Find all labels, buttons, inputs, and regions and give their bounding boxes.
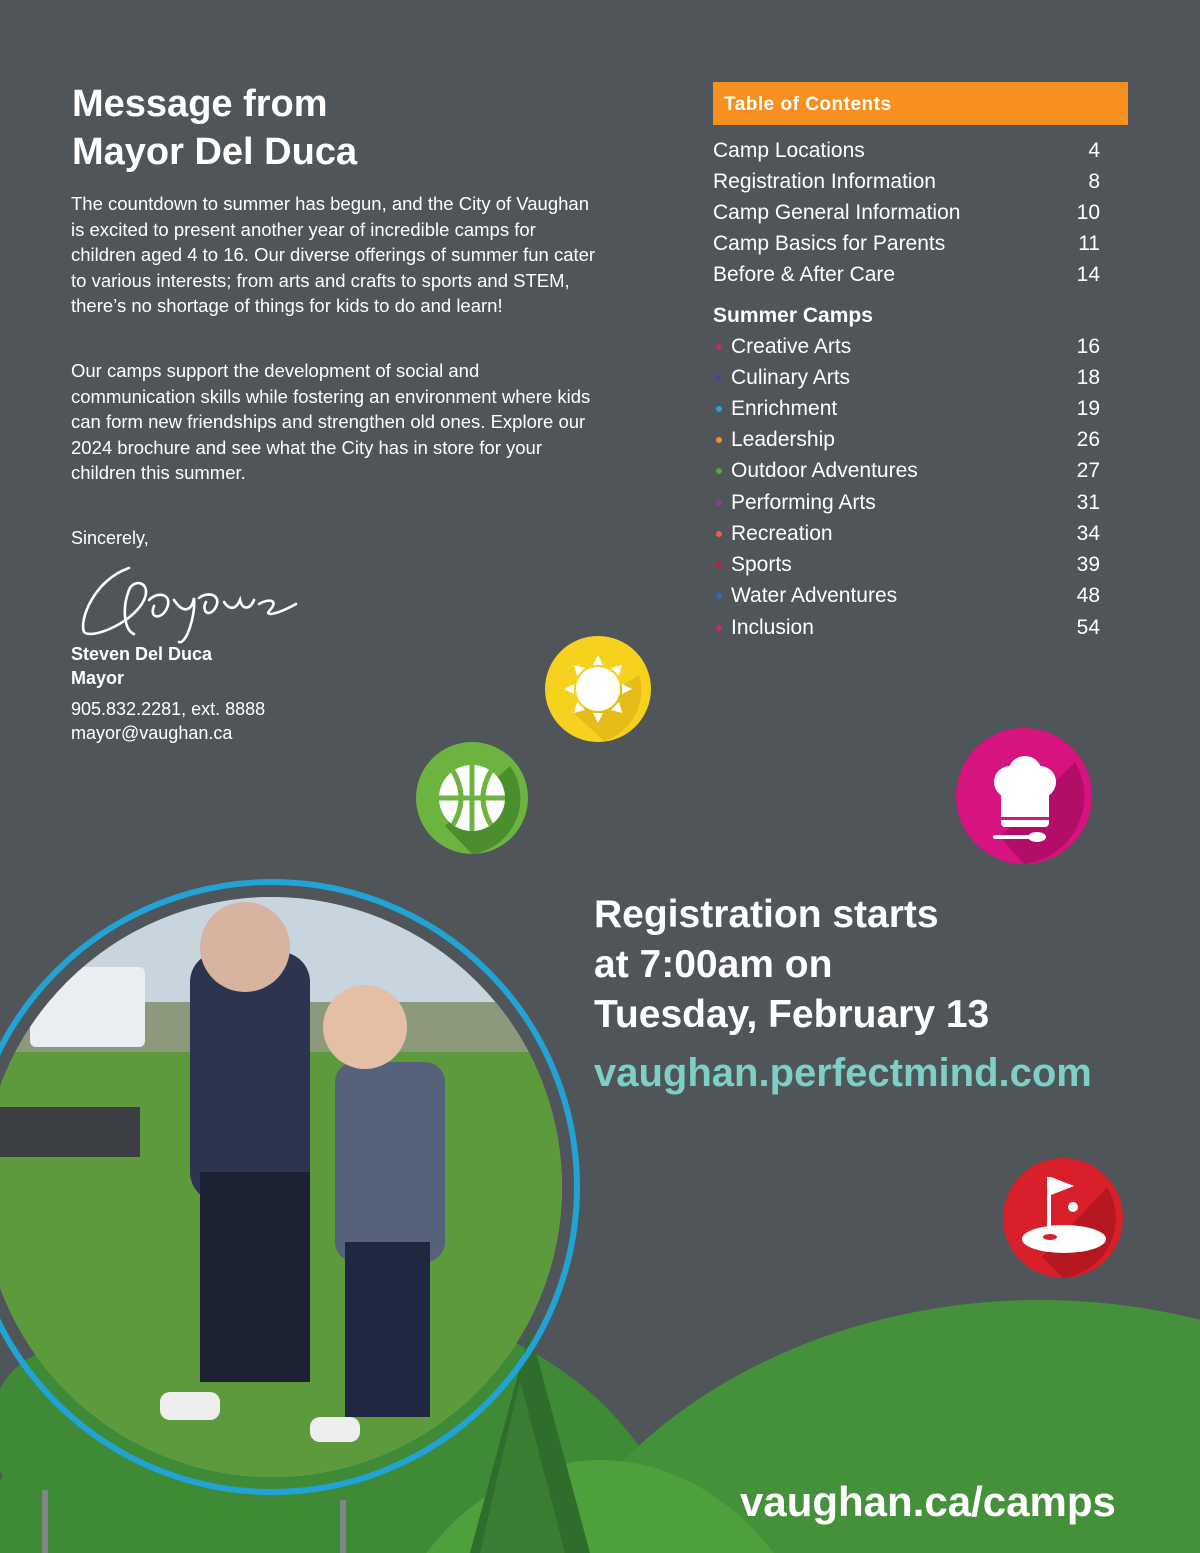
toc-camp-label: Outdoor Adventures xyxy=(731,459,918,482)
photo-mayor-with-child xyxy=(0,872,590,1508)
message-paragraph-2: Our camps support the development of social and communication skills while fostering an environment where kids can form new friendships and strengthen old ones. Explore our 2024 brochure and see what the City has in store for your children this summer. xyxy=(71,360,591,483)
toc-camp-entry[interactable] xyxy=(713,518,1100,549)
basketball-icon xyxy=(415,741,531,857)
toc-entry-page: 4 xyxy=(1088,139,1100,162)
toc-camp-label: Leadership xyxy=(731,428,835,451)
toc-entry-label: Camp Basics for Parents xyxy=(713,232,946,255)
toc-camp-label: Creative Arts xyxy=(731,335,852,358)
registration-url-link[interactable]: vaughan.perfectmind.com xyxy=(594,1051,1092,1095)
toc-camp-page: 34 xyxy=(1076,522,1100,545)
footer-camps-url-link[interactable]: vaughan.ca/camps xyxy=(740,1478,1116,1525)
message-paragraph-1: The countdown to summer has begun, and the City of Vaughan is excited to present another year of incredible camps for children aged 4 to 16. Our diverse offerings of summer fun cater to various interests; from arts and crafts to sports and STEM, there’s no shortage of things for kids to do and learn! xyxy=(71,193,596,316)
toc-camp-entry[interactable] xyxy=(713,362,1100,393)
category-dot xyxy=(716,437,722,443)
signatory-role: Mayor xyxy=(71,668,125,688)
toc-camp-entry[interactable] xyxy=(713,393,1100,424)
category-dot xyxy=(716,406,722,412)
message-title-line2: Mayor Del Duca xyxy=(72,131,358,173)
message-title-line1: Message from xyxy=(72,83,328,125)
toc-entry-label: Camp General Information xyxy=(713,201,961,224)
golf-flag-icon xyxy=(1002,1157,1126,1281)
category-dot xyxy=(716,375,722,381)
toc-camp-entry[interactable] xyxy=(713,487,1100,518)
registration-line3: Tuesday, February 13 xyxy=(594,993,990,1036)
category-dot xyxy=(716,344,722,350)
phone-number: 905.832.2281, ext. 8888 xyxy=(71,699,266,719)
signatory xyxy=(71,642,212,690)
toc-entry-page: 14 xyxy=(1076,263,1100,286)
toc-camp-entry[interactable] xyxy=(713,455,1100,486)
signatory-name: Steven Del Duca xyxy=(71,644,213,664)
toc-camp-label: Enrichment xyxy=(731,397,838,420)
sun-icon xyxy=(544,635,654,745)
sign-off: Sincerely, xyxy=(71,528,149,548)
category-dot xyxy=(716,562,722,568)
toc-entry[interactable] xyxy=(713,228,1100,259)
toc-camp-page: 26 xyxy=(1076,428,1100,451)
toc-entry[interactable] xyxy=(713,197,1100,228)
contact-info xyxy=(71,697,265,745)
toc-header: Table of Contents xyxy=(713,82,1128,125)
mayor-signature xyxy=(74,560,304,650)
toc-camp-entry[interactable] xyxy=(713,549,1100,580)
toc-entry[interactable] xyxy=(713,166,1100,197)
toc-camp-page: 19 xyxy=(1076,397,1100,420)
chef-hat-icon xyxy=(955,727,1095,867)
toc-camp-page: 27 xyxy=(1076,459,1100,482)
toc-camp-label: Sports xyxy=(731,553,792,576)
toc-camp-label: Water Adventures xyxy=(731,584,898,607)
category-dot xyxy=(716,500,722,506)
registration-line2: at 7:00am on xyxy=(594,943,833,986)
toc-camp-label: Culinary Arts xyxy=(731,366,851,389)
email-address[interactable]: mayor@vaughan.ca xyxy=(71,723,233,743)
toc-entry-page: 8 xyxy=(1088,170,1100,193)
category-dot xyxy=(716,468,722,474)
toc-entry-label: Registration Information xyxy=(713,170,936,193)
toc-entry-page: 11 xyxy=(1078,232,1100,255)
toc-camp-page: 16 xyxy=(1076,335,1100,358)
toc-summer-camps-heading: Summer Camps xyxy=(713,304,873,327)
toc-camp-page: 31 xyxy=(1076,491,1100,514)
toc-entry-label: Before & After Care xyxy=(713,263,896,286)
toc-camp-page: 54 xyxy=(1076,616,1100,639)
toc-camp-entry[interactable] xyxy=(713,580,1100,611)
category-dot xyxy=(716,593,722,599)
toc-entry[interactable] xyxy=(713,135,1100,166)
toc-camp-label: Recreation xyxy=(731,522,833,545)
toc-entry[interactable] xyxy=(713,259,1100,290)
registration-line1: Registration starts xyxy=(594,893,939,936)
toc-entry-label: Camp Locations xyxy=(713,139,865,162)
toc-camp-entry[interactable] xyxy=(713,424,1100,455)
message-title xyxy=(72,80,357,176)
category-dot xyxy=(716,531,722,537)
toc-camp-page: 48 xyxy=(1076,584,1100,607)
category-dot xyxy=(716,625,722,631)
toc-camp-label: Performing Arts xyxy=(731,491,876,514)
toc-entry-page: 10 xyxy=(1076,201,1100,224)
toc-camp-entry[interactable] xyxy=(713,612,1100,643)
toc-camp-page: 18 xyxy=(1076,366,1100,389)
toc-camp-label: Inclusion xyxy=(731,616,814,639)
registration-heading xyxy=(594,890,989,1040)
toc-camp-page: 39 xyxy=(1076,553,1100,576)
toc-camp-entry[interactable] xyxy=(713,331,1100,362)
